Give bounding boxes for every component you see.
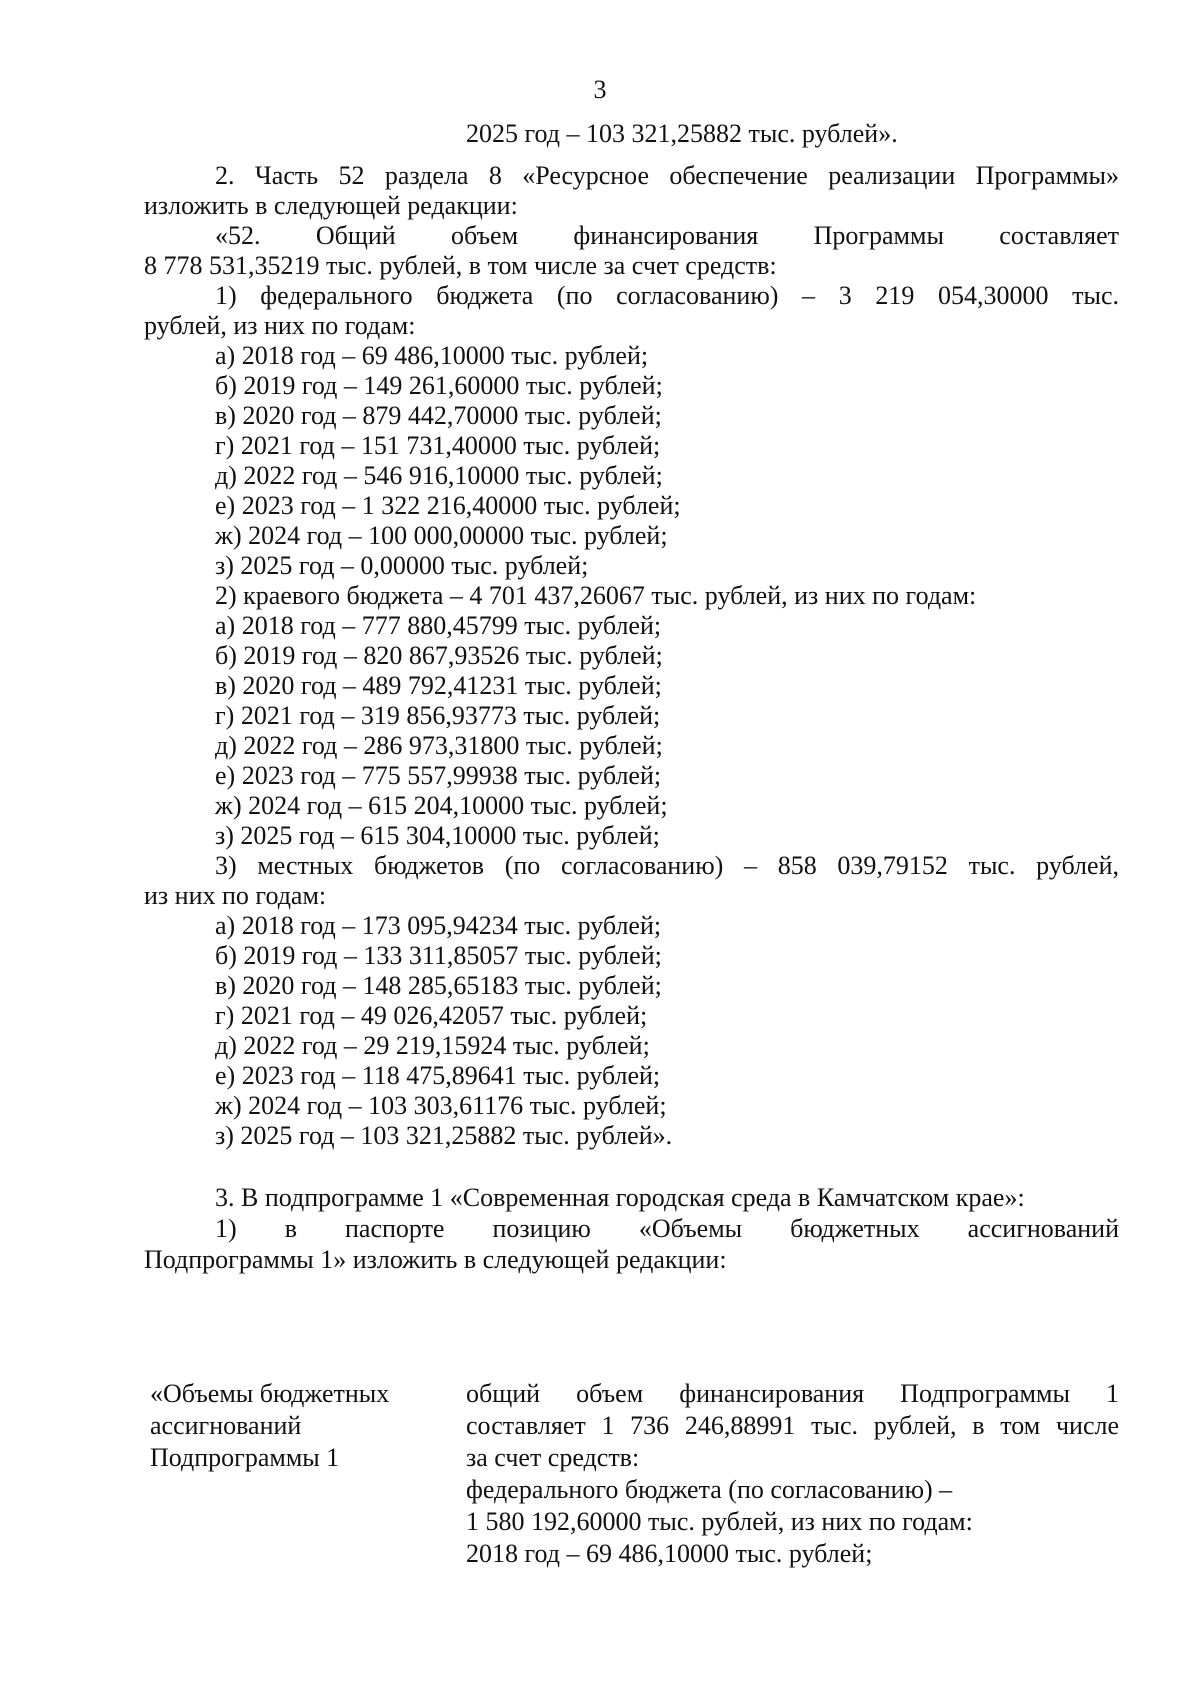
local-line1: 3) местных бюджетов (по согласованию) – 858 039,79152 тыс. рублей, [215,851,1119,880]
table-label-line: «Объемы бюджетных [150,1379,390,1408]
item3-line2: 1) в паспорте позицию «Объемы бюджетных ассигнований [215,1214,1119,1243]
federal-year: е) 2023 год – 1 322 216,40000 тыс. рублей; [215,491,681,520]
continuation-line: 2025 год – 103 321,25882 тыс. рублей». [466,119,898,148]
local-year: е) 2023 год – 118 475,89641 тыс. рублей; [215,1061,661,1090]
federal-year: б) 2019 год – 149 261,60000 тыс. рублей; [215,371,663,400]
local-year: б) 2019 год – 133 311,85057 тыс. рублей; [215,941,662,970]
federal-year: в) 2020 год – 879 442,70000 тыс. рублей; [215,401,662,430]
local-year: в) 2020 год – 148 285,65183 тыс. рублей; [215,971,662,1000]
table-label-line: Подпрограммы 1 [150,1443,340,1472]
table-value-line: за счет средств: [466,1443,640,1472]
table-value-line: 1 580 192,60000 тыс. рублей, из них по годам: [466,1507,973,1536]
table-value-line: общий объем финансирования Подпрограммы 1 [466,1379,1119,1408]
federal-year: д) 2022 год – 546 916,10000 тыс. рублей; [215,461,663,490]
item52-line2: 8 778 531,35219 тыс. рублей, в том числе за счет средств: [144,251,777,280]
local-year: ж) 2024 год – 103 303,61176 тыс. рублей; [215,1091,667,1120]
local-line2: из них по годам: [144,881,327,910]
table-value-line: 2018 год – 69 486,10000 тыс. рублей; [466,1539,873,1568]
item3-line3: Подпрограммы 1» изложить в следующей редакции: [144,1245,727,1274]
table-left-column [150,1378,450,1474]
local-year: з) 2025 год – 103 321,25882 тыс. рублей». [215,1121,673,1150]
item3-line1: 3. В подпрограмме 1 «Современная городская среда в Камчатском крае»: [215,1183,1025,1212]
regional-year: ж) 2024 год – 615 204,10000 тыс. рублей; [215,791,668,820]
item2-line2: изложить в следующей редакции: [144,191,518,220]
table-value-line: составляет 1 736 246,88991 тыс. рублей, в том числе [466,1411,1119,1440]
regional-year: д) 2022 год – 286 973,31800 тыс. рублей; [215,731,663,760]
regional-year: г) 2021 год – 319 856,93773 тыс. рублей; [215,701,661,730]
local-year: г) 2021 год – 49 026,42057 тыс. рублей; [215,1001,648,1030]
item52-line1: «52. Общий объем финансирования Программы составляет [215,221,1119,250]
local-year: д) 2022 год – 29 219,15924 тыс. рублей; [215,1031,650,1060]
federal-year: г) 2021 год – 151 731,40000 тыс. рублей; [215,431,661,460]
table-right-column [466,1378,1119,1570]
federal-year: а) 2018 год – 69 486,10000 тыс. рублей; [215,341,649,370]
federal-line2: рублей, из них по годам: [144,311,416,340]
federal-year: ж) 2024 год – 100 000,00000 тыс. рублей; [215,521,668,550]
regional-year: б) 2019 год – 820 867,93526 тыс. рублей; [215,641,663,670]
table-label-line: ассигнований [150,1411,302,1440]
federal-year: з) 2025 год – 0,00000 тыс. рублей; [215,551,589,580]
regional-year: а) 2018 год – 777 880,45799 тыс. рублей; [215,611,662,640]
federal-line1: 1) федерального бюджета (по согласованию) – 3 219 054,30000 тыс. [215,281,1119,310]
local-year: а) 2018 год – 173 095,94234 тыс. рублей; [215,911,662,940]
table-value-line: федерального бюджета (по согласованию) – [466,1475,953,1504]
page-number: 3 [593,75,607,104]
regional-line1: 2) краевого бюджета – 4 701 437,26067 тыс. рублей, из них по годам: [215,581,977,610]
regional-year: е) 2023 год – 775 557,99938 тыс. рублей; [215,761,662,790]
regional-year: в) 2020 год – 489 792,41231 тыс. рублей; [215,671,662,700]
item2-line1: 2. Часть 52 раздела 8 «Ресурсное обеспечение реализации Программы» [215,161,1119,190]
regional-year: з) 2025 год – 615 304,10000 тыс. рублей; [215,821,660,850]
